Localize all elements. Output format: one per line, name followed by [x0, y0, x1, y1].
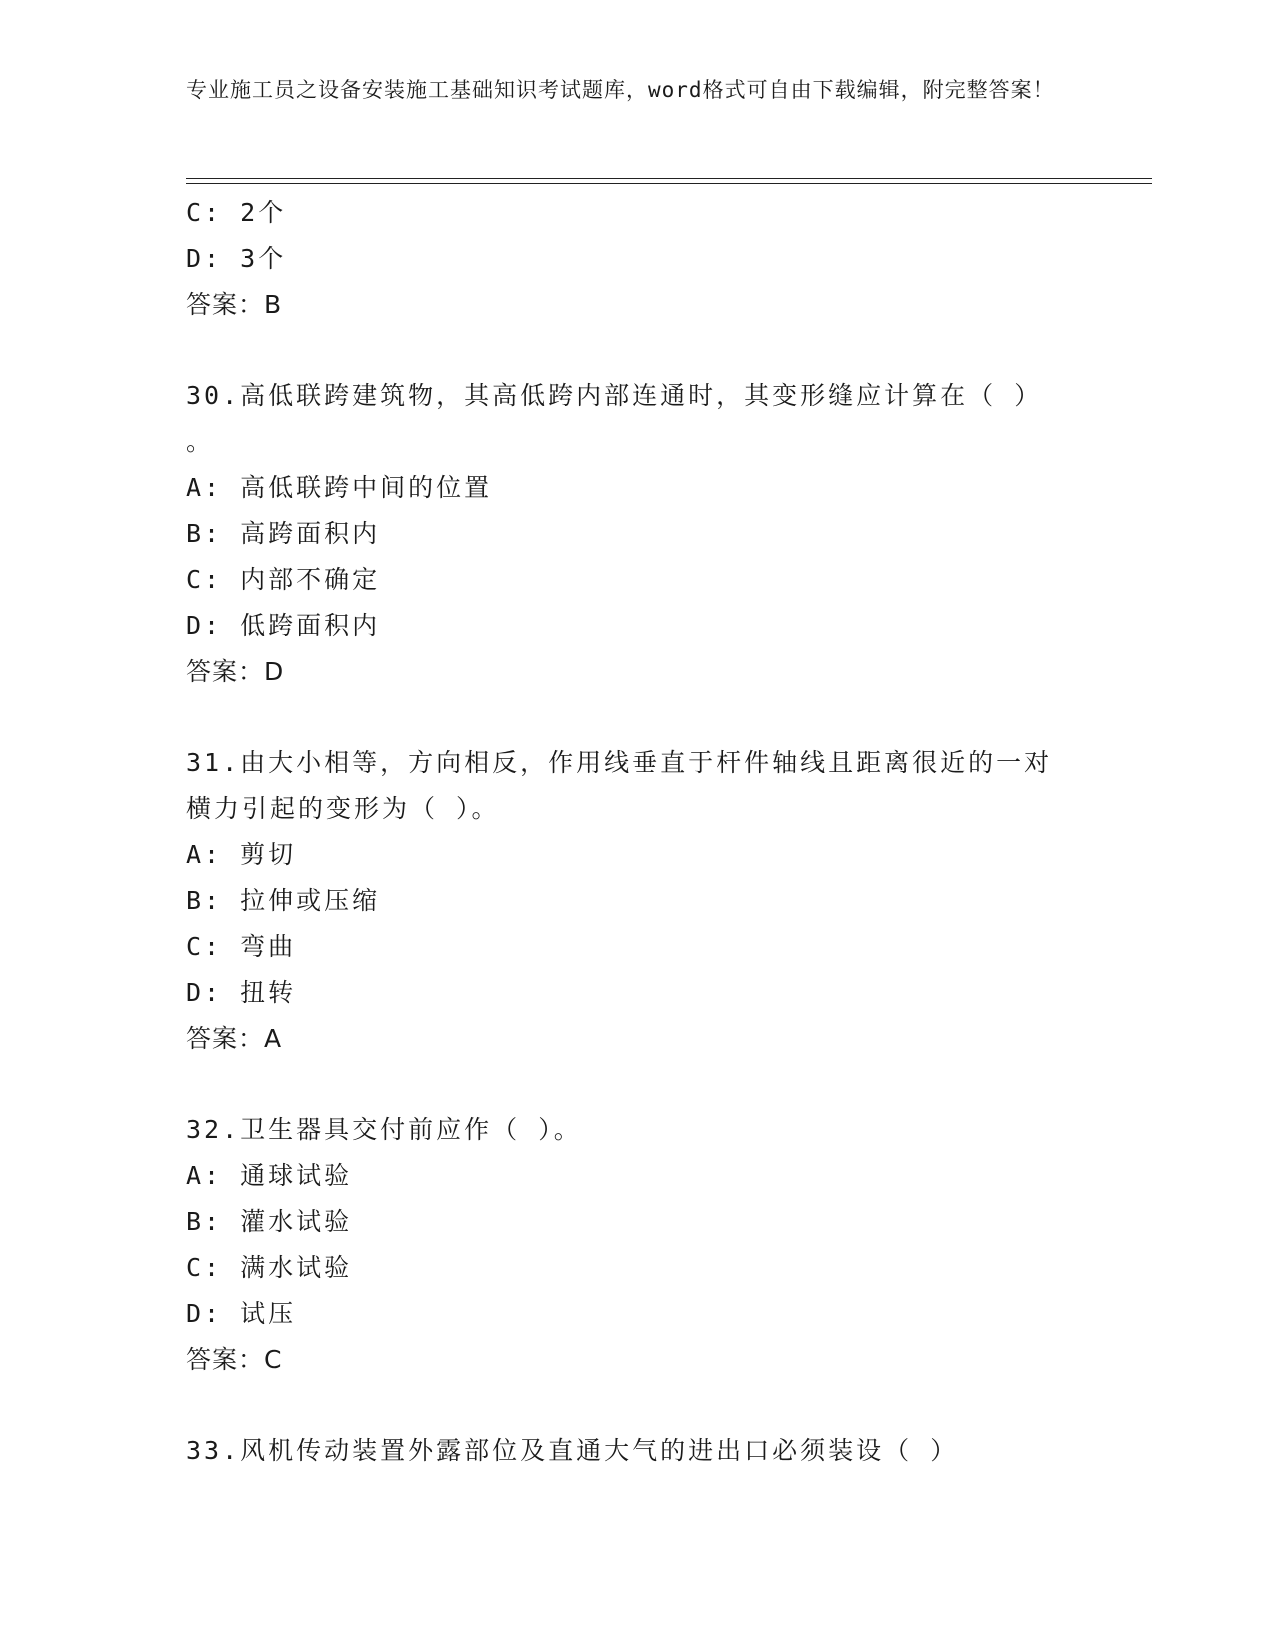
question-stem: 31.由大小相等，方向相反，作用线垂直于杆件轴线且距离很近的一对: [186, 748, 1053, 777]
option-d: D: 试压: [186, 1299, 297, 1328]
option-a: A: 高低联跨中间的位置: [186, 473, 493, 502]
question-stem: 32.卫生器具交付前应作（ ）。: [186, 1115, 582, 1144]
question-30: [186, 373, 1086, 695]
option-d: D: 低跨面积内: [186, 611, 381, 640]
question-stem: 33.风机传动装置外露部位及直通大气的进出口必须装设（ ）: [186, 1436, 959, 1465]
answer-line: 答案：A: [186, 1024, 283, 1053]
question-stem-continued: 。: [186, 427, 215, 456]
option-d: D: 3个: [186, 244, 287, 273]
question-stem-continued: 横力引起的变形为（ ）。: [186, 794, 500, 823]
option-c: C: 内部不确定: [186, 565, 381, 594]
option-a: A: 剪切: [186, 840, 297, 869]
previous-question-tail: [186, 190, 1086, 328]
question-33: [186, 1428, 1086, 1474]
option-c: C: 弯曲: [186, 932, 297, 961]
answer-line: 答案：C: [186, 1345, 283, 1374]
answer-line: 答案：B: [186, 290, 283, 319]
header-divider-top: [186, 178, 1152, 179]
option-b: B: 高跨面积内: [186, 519, 381, 548]
option-c: C: 2个: [186, 198, 287, 227]
document-header: 专业施工员之设备安装施工基础知识考试题库，word格式可自由下载编辑，附完整答案！: [186, 78, 1055, 102]
answer-line: 答案：D: [186, 657, 285, 686]
header-divider-bottom: [186, 183, 1152, 184]
question-31: [186, 740, 1086, 1062]
question-stem: 30.高低联跨建筑物，其高低跨内部连通时，其变形缝应计算在（ ）: [186, 381, 1043, 410]
option-a: A: 通球试验: [186, 1161, 353, 1190]
question-32: [186, 1107, 1086, 1383]
option-b: B: 拉伸或压缩: [186, 886, 381, 915]
option-c: C: 满水试验: [186, 1253, 353, 1282]
option-b: B: 灌水试验: [186, 1207, 353, 1236]
option-d: D: 扭转: [186, 978, 297, 1007]
question-list: [186, 190, 1086, 1474]
